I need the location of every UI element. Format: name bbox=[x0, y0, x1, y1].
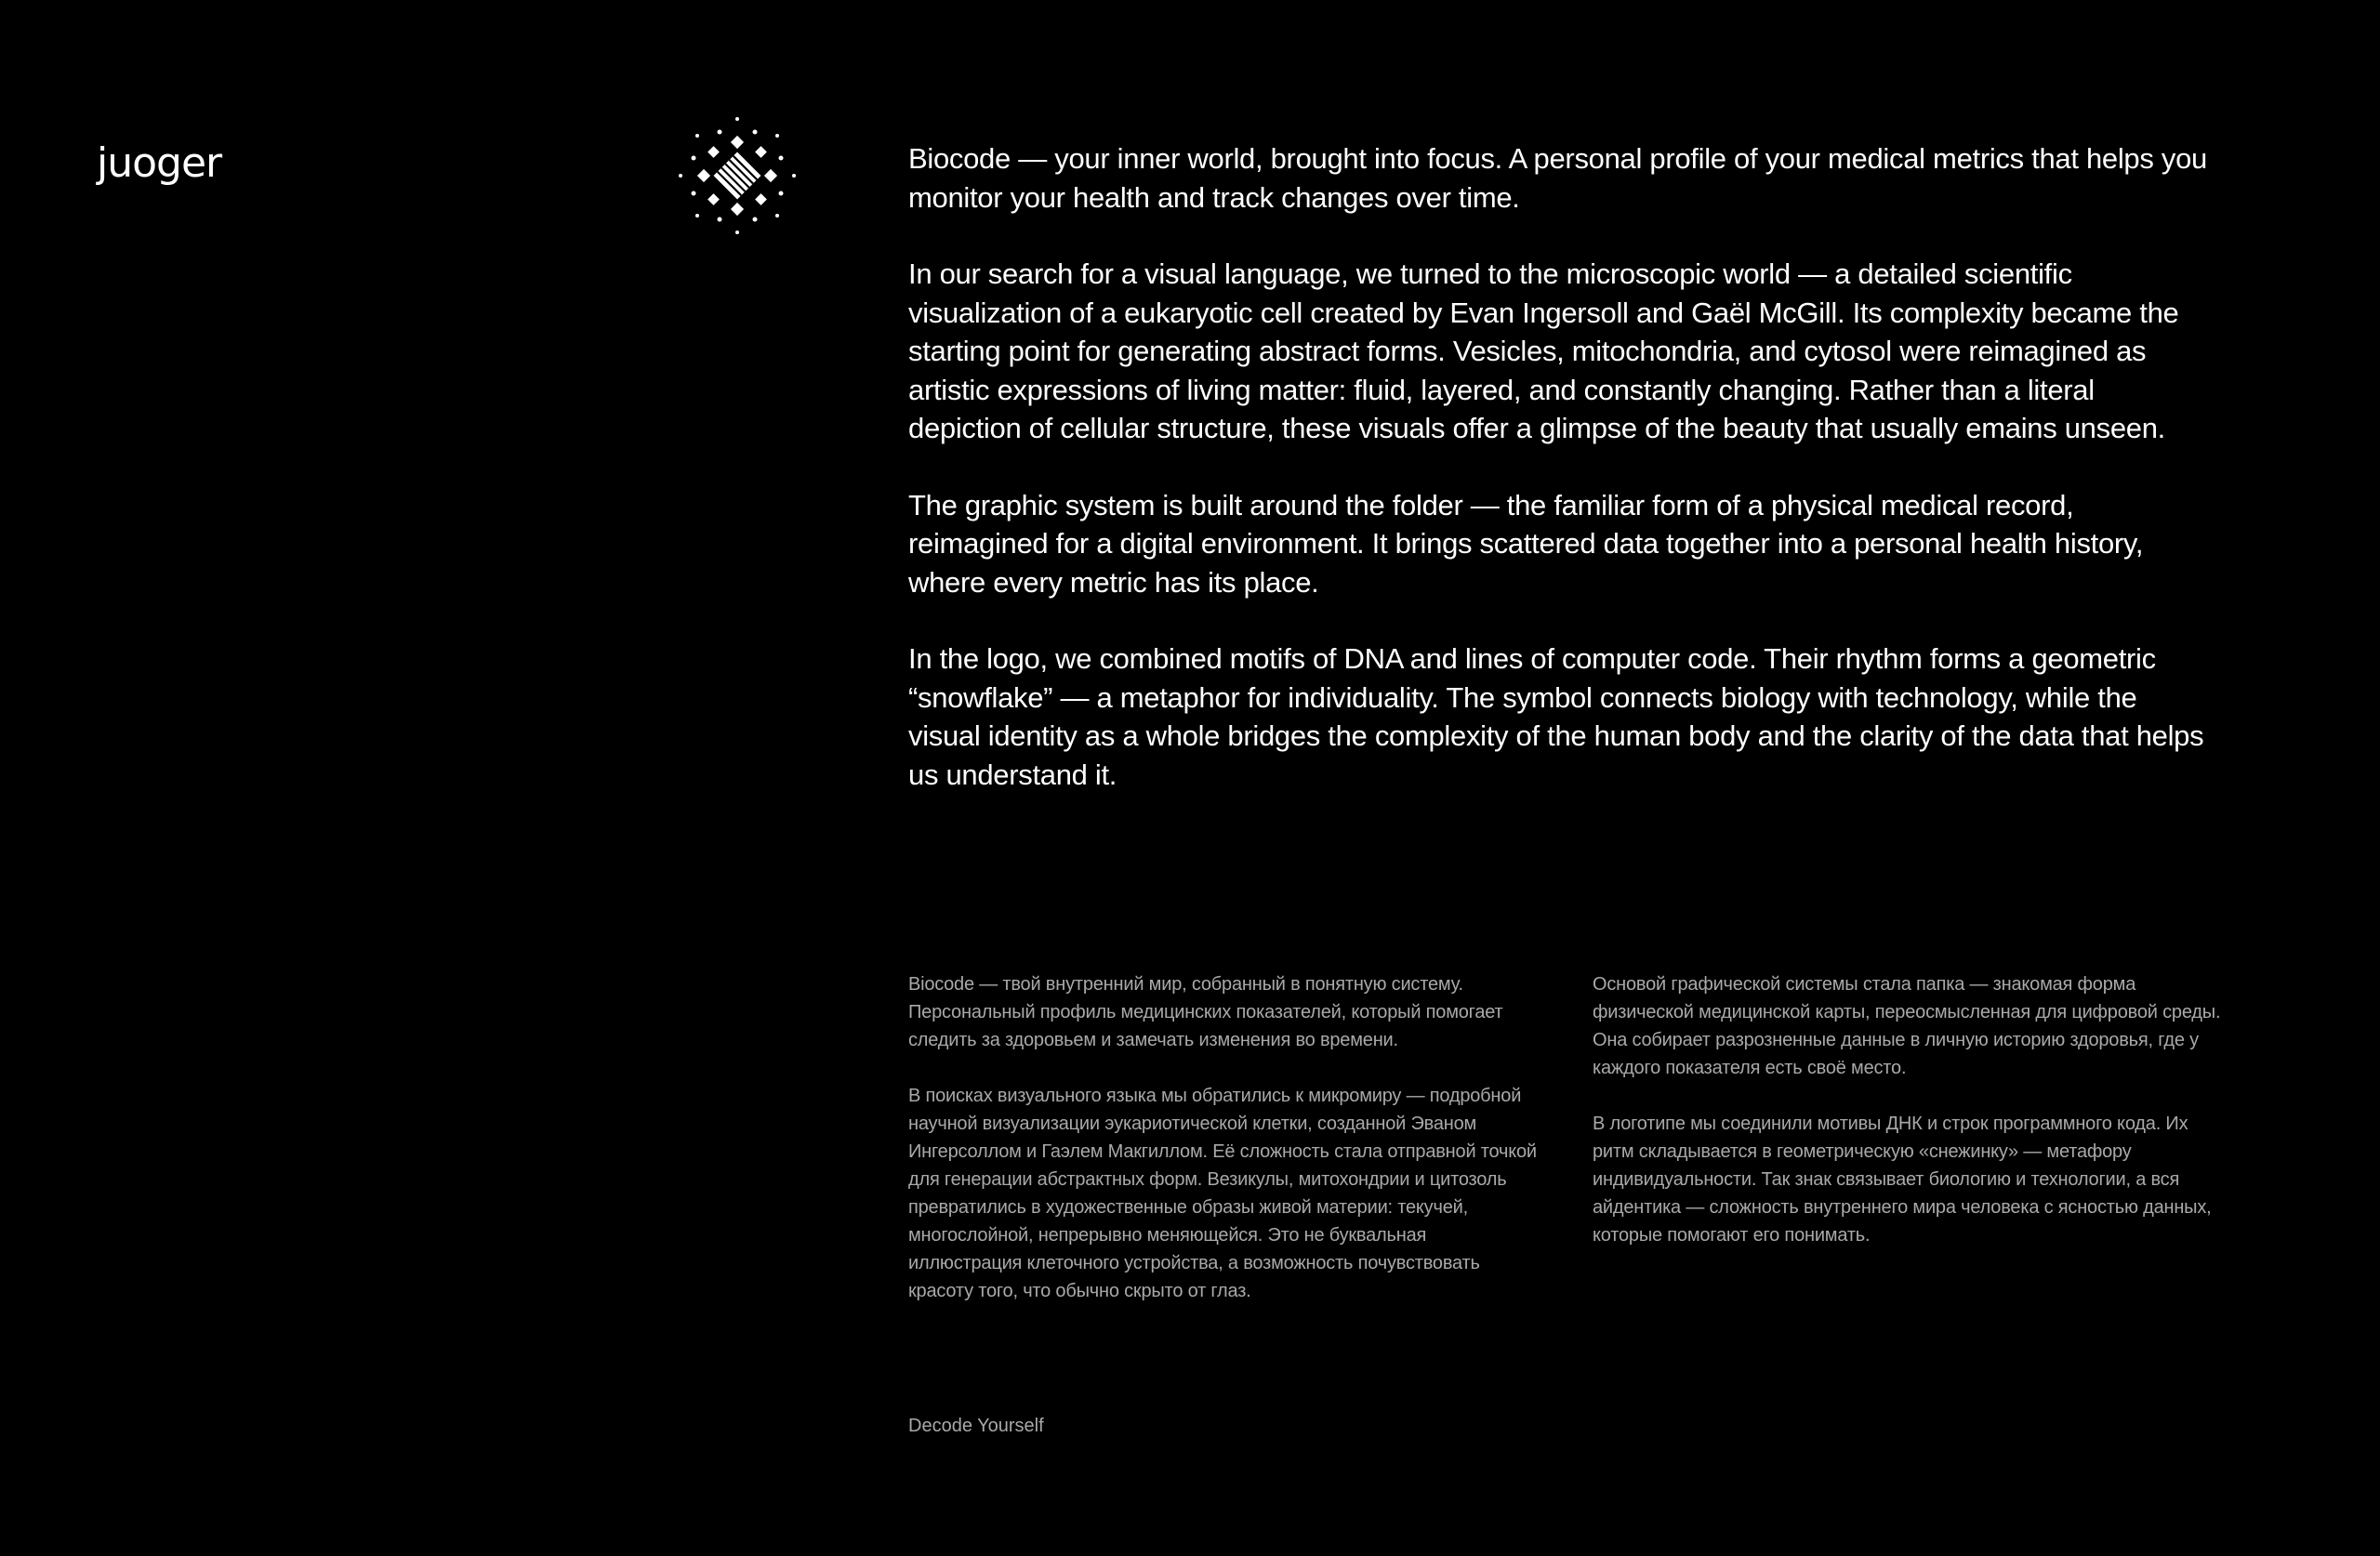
intro-paragraph: The graphic system is built around the folder — the familiar form of a physical medical record, reimagined for a digital environment. It brings scattered data together into a personal health history, where every metric has its place. bbox=[908, 488, 2144, 599]
ru-paragraph: Biocode — твой внутренний мир, собранный в понятную систему. Персональный профиль медицинских показателей, который помогает следить за здоровьем и замечать изменения во времени. bbox=[908, 974, 1503, 1050]
intro-paragraph: In the logo, we combined motifs of DNA and lines of computer code. Their rhythm forms a geometric “snowflake” — a metaphor for individuality. The symbol connects biology with technology, while the visual identity as a whole bridges the complexity of the human body and the clarity of the data that helps us understand it. bbox=[908, 642, 2204, 791]
intro-english bbox=[908, 139, 2210, 832]
intro-paragraph: Biocode — your inner world, brought into focus. A personal profile of your medical metrics that helps you monitor your health and track changes over time. bbox=[908, 142, 2207, 214]
russian-text-right bbox=[1593, 970, 2225, 1277]
russian-text-left bbox=[908, 970, 1540, 1333]
ru-paragraph: В логотипе мы соединили мотивы ДНК и строк программного кода. Их ритм складывается в геометрическую «снежинку» — метафору индивидуальности. Так знак связывает биологию и технологии, а вся айдентика — сложность внутреннего мира человека с ясностью данных, которые помогают его понимать. bbox=[1593, 1114, 2212, 1246]
ru-paragraph: Основой графической системы стала папка — знакомая форма физической медицинской карты, переосмысленная для цифровой среды. Она собирает разрозненные данные в личную историю здоровья, где у каждого показателя есть своё место. bbox=[1593, 974, 2221, 1078]
ru-paragraph: В поисках визуального языка мы обратились к микромиру — подробной научной визуализации эукариотической клетки, созданной Эваном Ингерсоллом и Гаэлем Макгиллом. Её сложность стала отправной точкой для генерации абстрактных форм. Везикулы, митохондрии и цитозоль превратились в художественные образы живой материи: текучей, многослойной, непрерывно меняющейся. Это не буквальная иллюстрация клеточного устройства, а возможность почувствовать красоту того, что обычно скрыто от глаз. bbox=[908, 1086, 1537, 1301]
tagline: Decode Yourself bbox=[908, 1416, 1044, 1436]
intro-paragraph: In our search for a visual language, we turned to the microscopic world — a detailed scientific visualization of a eukaryotic cell created by Evan Ingersoll and Gaël McGill. Its complexity became the starting point for generating abstract forms. Vesicles, mitochondria, and cytosol were reimagined as artistic expressions of living matter: fluid, layered, and constantly changing. Rather than a literal depiction of cellular structure, these visuals offer a glimpse of the beauty that usually emains unseen. bbox=[908, 257, 2179, 444]
dna-snowflake-icon bbox=[677, 115, 798, 236]
brand-logo[interactable]: juoger bbox=[97, 139, 222, 187]
